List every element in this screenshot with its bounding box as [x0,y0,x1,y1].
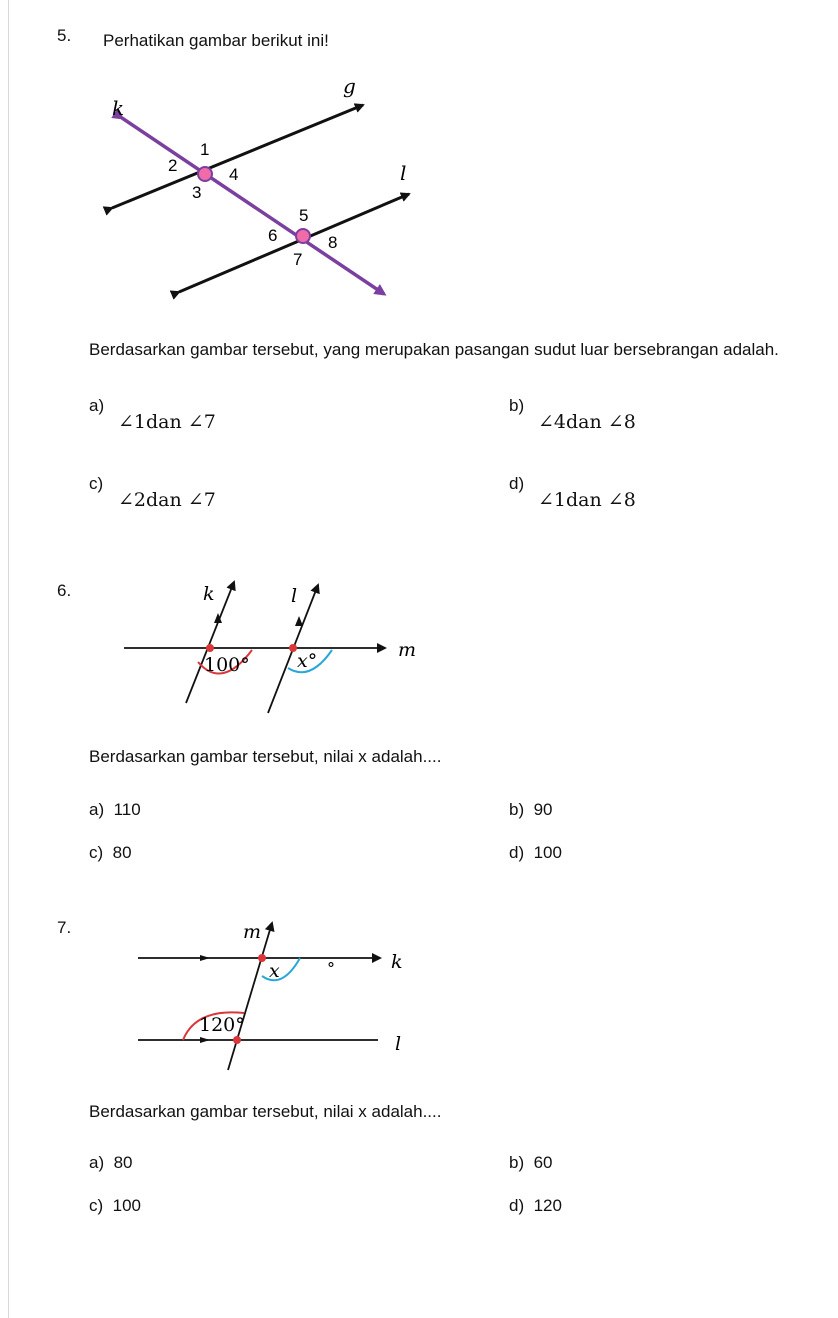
q5-option-d-label[interactable]: d) [509,474,525,493]
q6-option-a-label: a) [89,800,105,819]
label-m: m [398,639,417,661]
angle-label-5: 5 [299,206,309,225]
parallel-mark-k [200,955,210,961]
label-k: k [112,96,125,120]
q7-option-d-text: 120 [533,1196,562,1215]
q6-option-d-text: 100 [533,843,562,862]
angle-label-x: x [269,960,280,982]
q5-option-a-label[interactable]: a) [89,396,105,415]
question-6-text: Berdasarkan gambar tersebut, nilai x adalah.... [89,747,442,766]
q7-option-d-label: d) [509,1196,525,1215]
q6-option-d-label: d) [509,843,525,862]
q7-option-b-text: 60 [533,1153,553,1172]
angle-label-7: 7 [293,250,303,269]
label-k: k [391,951,403,973]
q6-option-b-text: 90 [533,800,553,819]
label-k: k [203,583,215,605]
question-6-number: 6. [57,581,72,600]
q5-option-d-text[interactable]: ∠1dan ∠8 [538,489,636,511]
angle-label-4: 4 [229,165,239,184]
line-m [228,923,272,1070]
question-5-text: Berdasarkan gambar tersebut, yang merupakan pasangan sudut luar bersebrangan adalah. [89,340,779,359]
q6-option-a-text: 110 [113,800,141,819]
label-l: l [400,161,407,185]
q7-option-b-label: b) [509,1153,525,1172]
parallel-mark-l [200,1037,210,1043]
question-7-number: 7. [57,918,72,937]
intersection-dot-l [233,1036,241,1044]
degree-symbol: ° [327,959,335,978]
q7-option-a-label: a) [89,1153,105,1172]
q5-option-b-text[interactable]: ∠4dan ∠8 [538,411,636,433]
q5-option-b-label[interactable]: b) [509,396,525,415]
q7-option-b[interactable] [509,1153,553,1173]
intersection-dot-k [258,954,266,962]
q6-option-b-label: b) [509,800,525,819]
label-m: m [243,921,262,943]
angle-label-100: 100° [204,654,250,676]
label-l: l [291,585,298,607]
question-5-number: 5. [57,26,72,45]
q7-option-c-label: c) [89,1196,104,1215]
q6-option-c-label: c) [89,843,104,862]
q7-option-c[interactable] [89,1196,141,1216]
angle-label-2: 2 [168,156,178,175]
angle-label-1: 1 [200,140,210,159]
q7-option-d[interactable] [509,1196,562,1216]
angle-label-x: x° [297,650,318,672]
q5-option-a-text[interactable]: ∠1dan ∠7 [118,411,216,433]
angle-label-6: 6 [268,226,278,245]
label-g: g [343,74,356,98]
q5-option-c-text[interactable]: ∠2dan ∠7 [118,489,216,511]
q7-option-a-text: 80 [113,1153,133,1172]
angle-arc-x [262,958,300,980]
q7-option-a[interactable] [89,1153,133,1173]
q6-option-c-text: 80 [112,843,132,862]
angle-label-120: 120° [199,1014,245,1036]
question-5-prompt: Perhatikan gambar berikut ini! [103,31,329,50]
angle-label-3: 3 [192,183,202,202]
q5-option-c-label[interactable]: c) [89,474,104,493]
angle-label-8: 8 [328,233,338,252]
label-l: l [395,1033,402,1055]
question-7-text: Berdasarkan gambar tersebut, nilai x adalah.... [89,1102,442,1121]
q7-option-c-text: 100 [112,1196,141,1215]
